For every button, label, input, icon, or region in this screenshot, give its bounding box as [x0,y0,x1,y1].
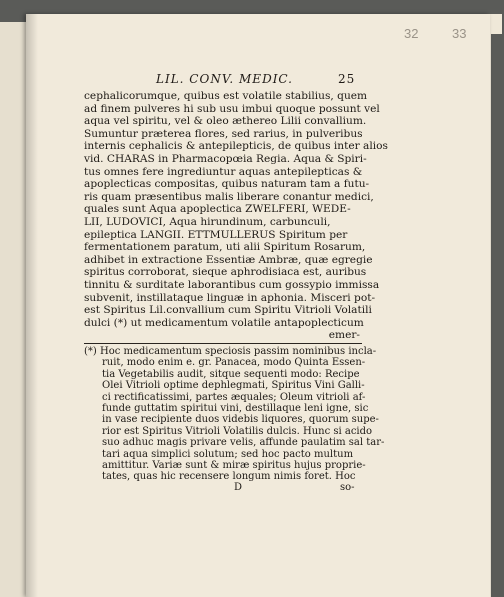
footnote-line: tari aqua simplici solutum; sed hoc pacto multum [102,448,354,460]
footnote-line: suo adhuc magis privare velis, affunde paulatim sal tar- [102,437,385,449]
footnote-line: ci rectificatissimi, partes æquales; Oleum vitrioli af- [102,391,366,403]
page-number: 25 [338,72,356,86]
footnote-line: Olei Vitrioli optime dephlegmati, Spiritus Vini Galli- [102,380,365,392]
pencil-folio-mark: 32 [404,26,419,41]
main-text-line: Sumuntur præterea flores, sed rarius, in pulveribus [84,127,363,140]
main-text-line: internis cephalicis & antepilepticis, de quibus inter alios [84,140,388,153]
footnote-line: rior est Spiritus Vitrioli Volatilis dulcis. Hunc si acido [102,425,373,437]
catchword: so- [340,482,355,493]
main-text-line: vid. CHARAS in Pharmacopœia Regia. Aqua & Spiri- [84,152,367,165]
main-text-line: tinnitu & surditate laborantibus cum gossypio immissa [84,278,380,291]
main-text-line: epileptica LANGII. ETTMULLERUS Spiritum per [84,228,348,241]
main-text-line: apoplecticas compositas, quibus naturam tam a futu- [84,178,370,191]
main-text-line: spiritus corroborat, sieque aphrodisiaca est, auribus [84,266,367,279]
main-text-line: aqua vel spiritu, vel & oleo æthereo Lilii convallium. [84,115,367,128]
footnote-rule [84,343,362,344]
spine-shadow [26,14,38,597]
pencil-folio-mark: 33 [452,26,467,41]
main-text-line: dulci (*) ut medicamentum volatile antapoplecticum [84,316,364,329]
footnote-block [84,346,385,483]
main-text-line: quales sunt Aqua apoplectica ZWELFERI, WEDE- [84,203,351,216]
main-text-line: tus omnes fere ingrediuntur aquas antepilepticas & [84,165,363,178]
running-header [156,72,356,86]
main-text-line: ad finem pulveres hi sub usu imbui quoque possunt vel [84,102,380,115]
footnote-line: (*) Hoc medicamentum speciosis passim nominibus incla- [84,346,377,357]
footnote-line: ruit, modo enim e. gr. Panacea, modo Quinta Essen- [102,357,366,369]
previous-page-edge [0,22,27,597]
main-text-line: adhibet in extractione Essentiæ Ambræ, quæ egregie [84,253,373,266]
main-text-line: est Spiritus Lil.convallium cum Spiritu Vitrioli Volatili [84,304,372,317]
footnote-line: funde guttatim spiritui vini, destillaque leni igne, sic [102,403,369,415]
footnote-line: tia Vegetabilis audit, sitque sequenti modo: Recipe [102,368,360,380]
main-text-line: subvenit, instillataque linguæ in aphonia. Misceri pot- [84,291,376,304]
footnote-line: tates, quas hic recensere longum nimis foret. Hoc [102,471,356,483]
main-text-line: LII, LUDOVICI, Aqua hirundinum, carbunculi, [84,215,331,228]
main-text-line: fermentationem paratum, uti alii Spiritum Rosarum, [84,241,366,254]
footnote-line: in vase recipiente duos videbis liquores, quorum supe- [102,414,379,426]
main-text-line: emer- [328,329,360,342]
main-text-block [84,90,388,342]
main-text-line: cephalicorumque, quibus est volatile stabilius, quem [84,90,368,102]
running-title: LIL. CONV. MEDIC. [156,72,293,86]
signature-mark: D [234,482,243,493]
footnote-line: amittitur. Variæ sunt & miræ spiritus hujus proprie- [102,460,366,472]
main-text-line: ris quam præsentibus malis liberare conantur medici, [84,190,374,203]
